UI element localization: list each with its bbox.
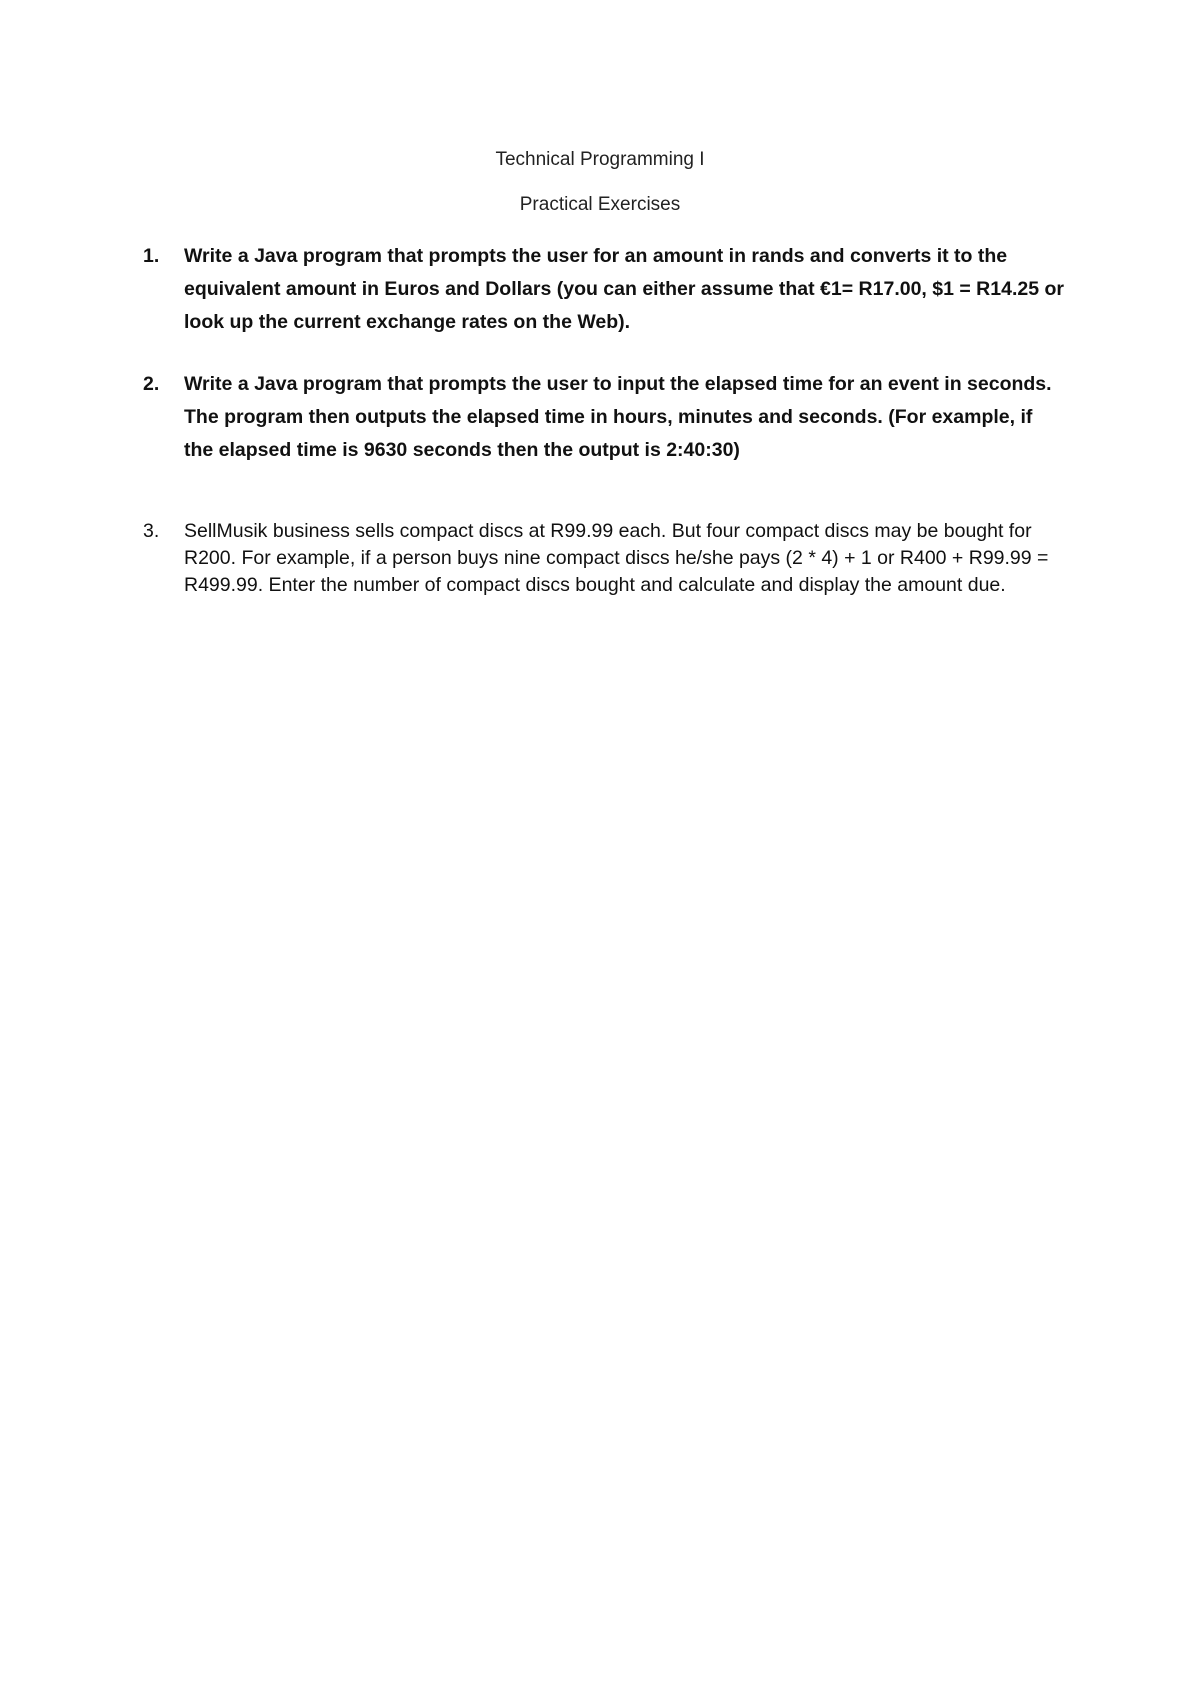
exercise-text: Write a Java program that prompts the user to input the elapsed time for an event in seconds. The program then outputs the elapsed time in hours, minutes and seconds. (For example, if the elapsed time is 9630 seconds then the output is 2:40:30) bbox=[184, 373, 1052, 461]
exercise-number: 3. bbox=[143, 520, 160, 542]
document-subtitle: Practical Exercises bbox=[519, 194, 681, 215]
exercise-text: SellMusik business sells compact discs at R99.99 each. But four compact discs may be bought for R200. For example, if a person buys nine compact discs he/she pays (2 * 4) + 1 or R400 + R99.99 = R499.99. Enter the number of compact discs bought and calculate and display the amount due. bbox=[184, 520, 1049, 596]
document-title: Technical Programming I bbox=[495, 149, 705, 170]
exercise-text: Write a Java program that prompts the user for an amount in rands and converts it to the equivalent amount in Euros and Dollars (you can either assume that €1= R17.00, $1 = R14.25 or look up the current exchange rates on the Web). bbox=[184, 245, 1064, 333]
exercise-number: 1. bbox=[143, 245, 160, 267]
exercise-number: 2. bbox=[143, 373, 160, 395]
